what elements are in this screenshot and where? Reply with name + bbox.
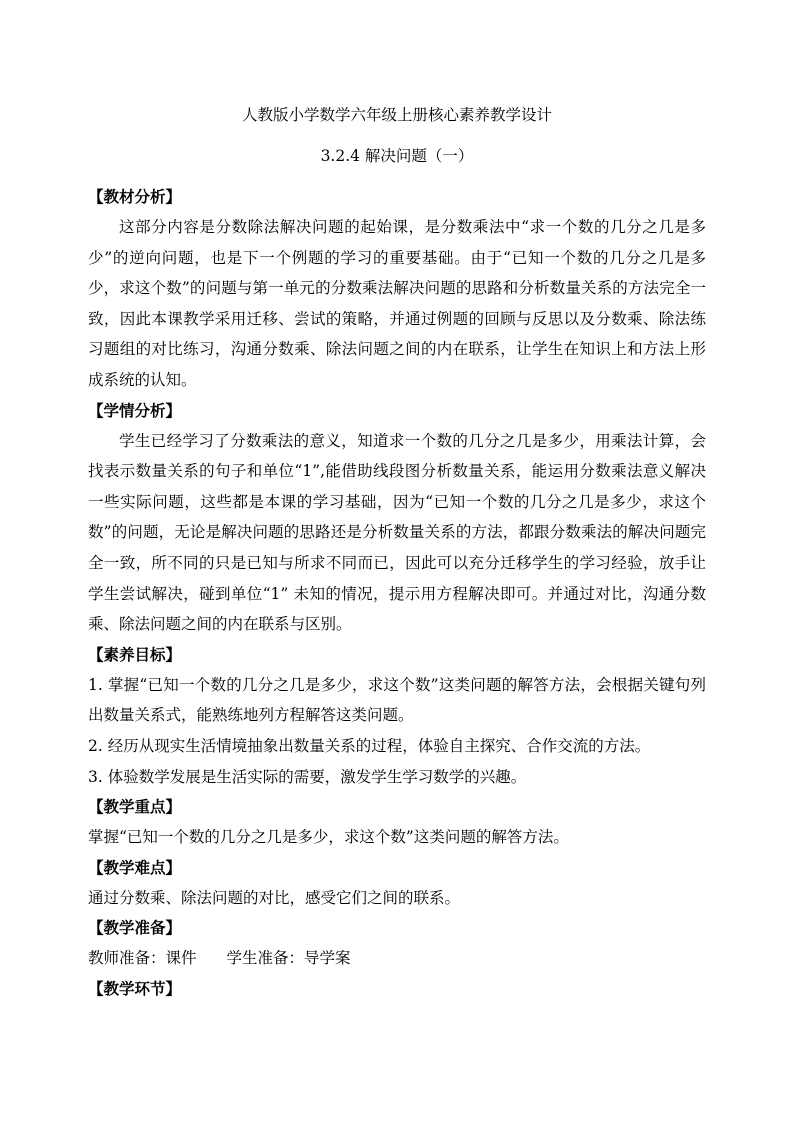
section-heading-process: 【教学环节】 <box>88 978 182 998</box>
goal-item-2: 2. 经历从现实生活情境抽象出数量关系的过程，体验自主探究、合作交流的方法。 <box>88 736 651 755</box>
section-heading-learners: 【学情分析】 <box>88 400 182 420</box>
difficulties-text: 通过分数乘、除法问题的对比，感受它们之间的联系。 <box>88 888 461 907</box>
section-heading-preparation: 【教学准备】 <box>88 918 182 938</box>
section-heading-goals: 【素养目标】 <box>88 644 182 664</box>
teacher-preparation: 教师准备：课件 <box>88 949 197 968</box>
preparation-line <box>88 943 706 974</box>
learners-paragraph: 学生已经学习了分数乘法的意义，知道求一个数的几分之几是多少，用乘法计算，会找表示数量关系的句子和单位“1”,能借助线段图分析数量关系，能运用分数乘法意义解决一些实际问题，这些都是本课的学习基础，因为“已知一个数的几分之几是多少，求这个数”的问题，无论是解决问题的思路还是分析数量关系的方法，都跟分数乘法的解决问题完全一致，所不同的只是已知与所求不同而已，因此可以充分迁移学生的学习经验，放手让学生尝试解决，碰到单位“1” 未知的情况，提示用方程解决即可。并通过对比，沟通分数乘、除法问题之间的内在联系与区别。 <box>88 431 706 634</box>
document-title: 人教版小学数学六年级上册核心素养教学设计 <box>241 106 552 124</box>
goal-item-1: 1. 掌握“已知一个数的几分之几是多少，求这个数”这类问题的解答方法，会根据关键句列出数量关系式，能熟练地列方程解答这类问题。 <box>88 675 706 725</box>
section-heading-difficulties: 【教学难点】 <box>88 857 182 877</box>
document-body <box>88 182 706 1004</box>
materials-paragraph: 这部分内容是分数除法解决问题的起始课，是分数乘法中“求一个数的几分之几是多少”的逆向问题，也是下一个例题的学习的重要基础。由于“已知一个数的几分之几是多少，求这个数”的问题与第一单元的分数乘法解决问题的思路和分析数量关系的方法完全一致，因此本课教学采用迁移、尝试的策略，并通过例题的回顾与反思以及分数乘、除法练习题组的对比练习，沟通分数乘、除法问题之间的内在联系，让学生在知识上和方法上形成系统的认知。 <box>88 218 706 389</box>
lesson-title: 3.2.4 解决问题（一） <box>320 147 474 165</box>
key-points-text: 掌握“已知一个数的几分之几是多少，求这个数”这类问题的解答方法。 <box>88 828 569 847</box>
goal-item-3: 3. 体验数学发展是生活实际的需要，激发学生学习数学的兴趣。 <box>88 767 527 786</box>
section-heading-materials: 【教材分析】 <box>88 187 182 206</box>
section-heading-key-points: 【教学重点】 <box>88 797 182 817</box>
student-preparation: 学生准备：导学案 <box>226 949 351 968</box>
